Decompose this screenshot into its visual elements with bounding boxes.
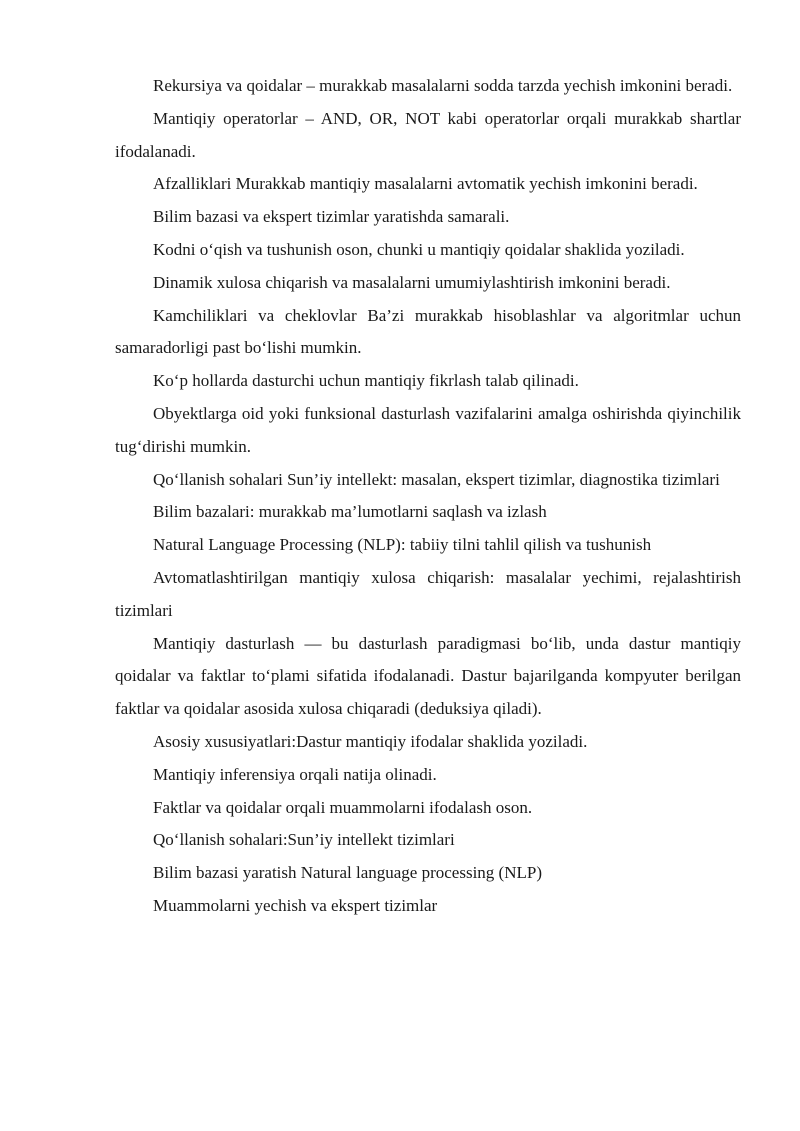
paragraph-9: Obyektlarga oid yoki funksional dasturlash vazifalarini amalga oshirishda qiyinchilik tug‘dirishi mumkin. xyxy=(115,403,741,456)
paragraph-17: Faktlar va qoidalar orqali muammolarni ifodalash oson. xyxy=(153,797,533,817)
paragraph-15: Asosiy xususiyatlari:Dastur mantiqiy ifodalar shaklida yoziladi. xyxy=(153,731,588,751)
paragraph-13: Avtomatlashtirilgan mantiqiy xulosa chiqarish: masalalar yechimi, rejalashtirish tizimlari xyxy=(115,567,741,620)
document-page xyxy=(115,70,741,923)
paragraph-18: Qo‘llanish sohalari:Sun’iy intellekt tizimlari xyxy=(153,830,455,850)
paragraph-16: Mantiqiy inferensiya orqali natija olinadi. xyxy=(153,764,437,784)
paragraph-20: Muammolarni yechish va ekspert tizimlar xyxy=(153,895,438,915)
paragraph-10: Qo‘llanish sohalari Sun’iy intellekt: masalan, ekspert tizimlar, diagnostika tizimlari xyxy=(153,469,720,489)
paragraph-6: Dinamik xulosa chiqarish va masalalarni umumiylashtirish imkonini beradi. xyxy=(153,272,671,292)
paragraph-1: Rekursiya va qoidalar – murakkab masalalarni sodda tarzda yechish imkonini beradi. xyxy=(153,76,733,95)
paragraph-2: Mantiqiy operatorlar – AND, OR, NOT kabi operatorlar orqali murakkab shartlar ifodalanadi. xyxy=(115,108,741,161)
paragraph-19: Bilim bazasi yaratish Natural language processing (NLP) xyxy=(153,863,542,883)
paragraph-5: Kodni o‘qish va tushunish oson, chunki u mantiqiy qoidalar shaklida yoziladi. xyxy=(153,239,685,259)
paragraph-7: Kamchiliklari va cheklovlar Ba’zi murakkab hisoblashlar va algoritmlar uchun samaradorligi past bo‘lishi mumkin. xyxy=(115,305,741,358)
paragraph-4: Bilim bazasi va ekspert tizimlar yaratishda samarali. xyxy=(153,207,510,227)
paragraph-12: Natural Language Processing (NLP): tabiiy tilni tahlil qilish va tushunish xyxy=(153,535,652,555)
paragraph-14: Mantiqiy dasturlash — bu dasturlash paradigmasi bo‘lib, unda dastur mantiqiy qoidalar va faktlar to‘plami sifatida ifodalanadi. Dastur bajarilganda kompyuter berilgan faktlar va qoidalar asosida xulosa chiqaradi (deduksiya qiladi). xyxy=(115,633,741,719)
paragraph-8: Ko‘p hollarda dasturchi uchun mantiqiy fikrlash talab qilinadi. xyxy=(153,371,579,391)
paragraph-3: Afzalliklari Murakkab mantiqiy masalalarni avtomatik yechish imkonini beradi. xyxy=(153,174,698,194)
paragraph-11: Bilim bazalari: murakkab ma’lumotlarni saqlash va izlash xyxy=(153,502,547,522)
